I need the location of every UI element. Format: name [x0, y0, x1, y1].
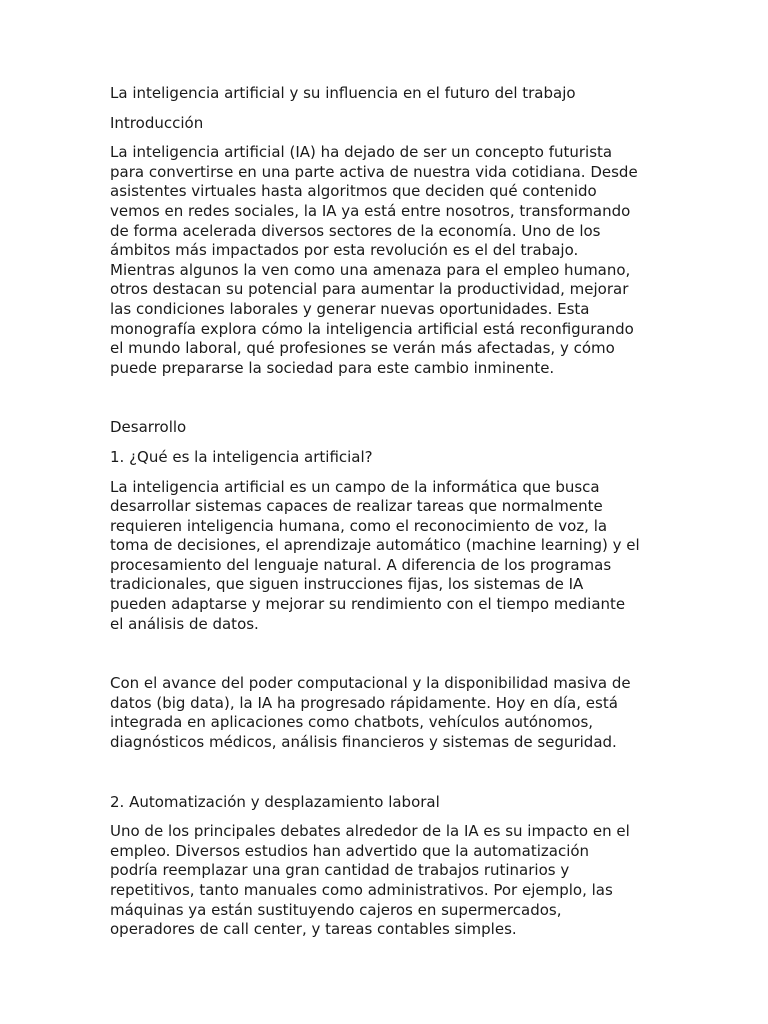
introduction-paragraph: La inteligencia artificial (IA) ha dejado de ser un concepto futurista para convertirse en una parte activa de nuestra vida cotidiana. Desde asistentes virtuales hasta algoritmos que deciden qué contenido vemos en redes sociales, la IA ya está entre nosotros, transformando de forma acelerada diversos sectores de la economía. Uno de los ámbitos más impactados por esta revolución es el del trabajo. Mientras algunos la ven como una amenaza para el empleo humano, otros destacan su potencial para aumentar la productividad, mejorar las condiciones laborales y generar nuevas oportunidades. Esta monografía explora cómo la inteligencia artificial está reconfigurando el mundo laboral, qué profesiones se verán más afectadas, y cómo puede prepararse la sociedad para este cambio inminente. [110, 143, 638, 377]
development-heading: Desarrollo [110, 418, 187, 437]
section-1-heading: 1. ¿Qué es la inteligencia artificial? [110, 447, 373, 466]
introduction-heading: Introducción [110, 113, 204, 132]
section-2-heading: 2. Automatización y desplazamiento laboral [110, 792, 440, 811]
section-1-paragraph-1: La inteligencia artificial es un campo de la informática que busca desarrollar sistemas capaces de realizar tareas que normalmente requieren inteligencia humana, como el reconocimiento de voz, la toma de decisiones, el aprendizaje automático (machine learning) y el procesamiento del lenguaje natural. A diferencia de los programas tradicionales, que siguen instrucciones fijas, los sistemas de IA pueden adaptarse y mejorar su rendimiento con el tiempo mediante el análisis de datos. [110, 477, 640, 633]
document-title: La inteligencia artificial y su influencia en el futuro del trabajo [110, 84, 576, 102]
document-page [110, 84, 666, 940]
section-1-paragraph-2: Con el avance del poder computacional y la disponibilidad masiva de datos (big data), la IA ha progresado rápidamente. Hoy en día, está integrada en aplicaciones como chatbots, vehículos autónomos, diagnósticos médicos, análisis financieros y sistemas de seguridad. [110, 674, 631, 752]
section-2-paragraph-1: Uno de los principales debates alrededor de la IA es su impacto en el empleo. Diversos estudios han advertido que la automatización podría reemplazar una gran cantidad de trabajos rutinarios y repetitivos, tanto manuales como administrativos. Por ejemplo, las máquinas ya están sustituyendo cajeros en supermercados, operadores de call center, y tareas contables simples. [110, 822, 630, 939]
